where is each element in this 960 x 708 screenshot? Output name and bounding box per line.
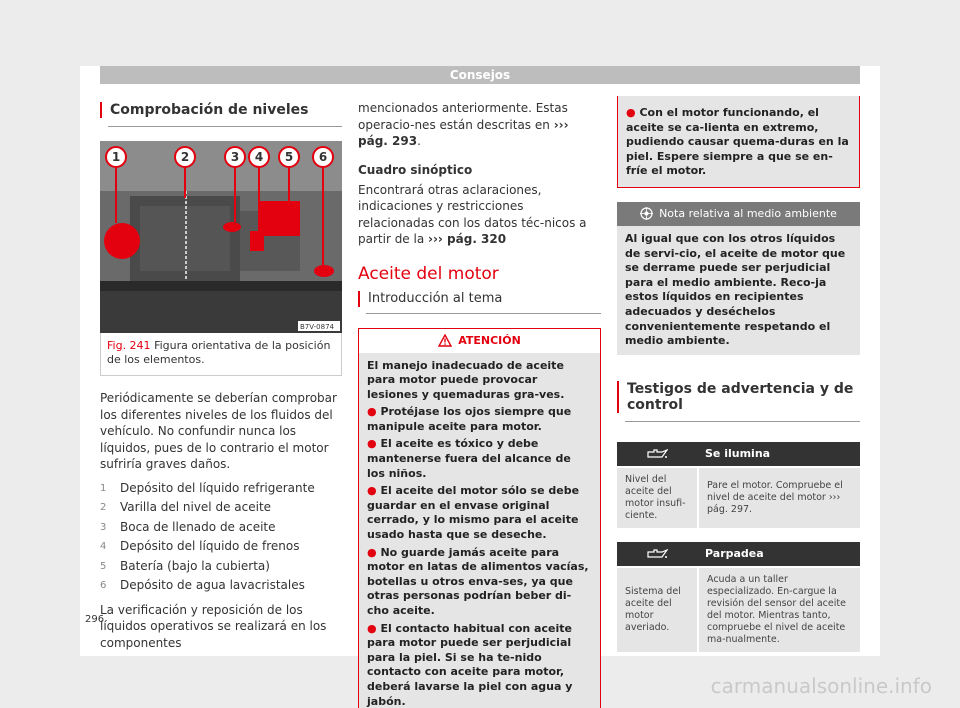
figure-caption-text: Figura orientativa de la posición de los elementos.: [107, 339, 331, 366]
warning-bullet: ● No guarde jamás aceite para motor en latas de alimentos vacías, botellas u otros enva-ses, ya que otras personas podrían beber di-cho aceite.: [367, 545, 589, 617]
column-middle: [358, 100, 601, 708]
topic-rule: [366, 313, 601, 314]
figure-number: Fig. 241: [107, 339, 151, 352]
topic-title: Introducción al tema: [358, 291, 601, 307]
warning-body: [359, 353, 600, 708]
environment-header: [617, 202, 860, 226]
figure-code: B7V-0874: [300, 323, 334, 331]
table-header-label: Se ilumina: [705, 447, 771, 461]
figure-caption: [100, 333, 342, 376]
warning-label: ATENCIÓN: [458, 334, 521, 347]
table-header: [617, 542, 860, 566]
warning-bullet: ● Protéjase los ojos siempre que manipule aceite para motor.: [367, 405, 572, 433]
table-header: [617, 442, 860, 466]
callout-3: 3: [224, 146, 246, 168]
leader-4: [258, 168, 260, 231]
column-right: [617, 96, 860, 652]
environment-icon: [640, 207, 653, 220]
list-item: 3 Boca de llenado de aceite: [100, 519, 276, 534]
column-left: [100, 96, 342, 651]
subheading: Cuadro sinóptico: [358, 162, 473, 177]
section-rule: [108, 126, 342, 127]
callout-4: 4: [248, 146, 270, 168]
oil-can-icon: [646, 549, 668, 559]
section-title: Testigos de advertencia y de control: [617, 381, 860, 413]
page-link[interactable]: ››› pág. 320: [428, 232, 507, 246]
callout-2: 2: [174, 146, 196, 168]
table-row: [617, 568, 860, 652]
environment-note: [617, 202, 860, 355]
table-cell-action: Acuda a un taller especializado. En-cargue la revisión del sensor del aceite del motor. Mientras tanto, compruebe el nivel de aceite ma-nualmente.: [697, 568, 860, 652]
leader-5: [288, 168, 290, 201]
watermark: carmanualsonline.info: [710, 674, 932, 698]
page-number: 296: [85, 614, 105, 625]
intro-paragraph: Periódicamente se deberían comprobar los diferentes niveles de los fluidos del vehículo. No confundir nunca los líquidos, pues de lo contrario el motor sufriría graves daños.: [100, 391, 337, 471]
leader-1: [115, 168, 117, 223]
list-item: 5 Batería (bajo la cubierta): [100, 558, 270, 573]
section-title: Comprobación de niveles: [100, 102, 342, 118]
cuadro-paragraph: Encontrará otras aclaraciones, indicaciones y restricciones relacionadas con los datos téc-nicos a partir de la ››› pág. 320: [358, 182, 587, 246]
table-row: [617, 468, 860, 528]
leader-6: [322, 168, 324, 265]
warning-header: [359, 329, 600, 353]
warning-bullet: ● El aceite es tóxico y debe mantenerse fuera del alcance de los niños.: [367, 437, 571, 480]
section-rule: [625, 421, 860, 422]
component-list: [100, 479, 342, 596]
list-item: 6 Depósito de agua lavacristales: [100, 578, 305, 592]
engine-figure: [100, 141, 342, 333]
environment-text: Al igual que con los otros líquidos de servi-cio, el aceite de motor que se derrame puede ser perjudicial para el medio ambiente. Reco-ja estos líquidos en recipientes adecuados y deséchelos convenientemente respetando el medio ambiente.: [617, 226, 860, 355]
callout-1: 1: [105, 146, 127, 168]
indicator-table-lit: [617, 442, 860, 528]
warning-box: [358, 328, 601, 708]
chapter-title: Aceite del motor: [358, 263, 499, 284]
list-item: 1 Depósito del líquido refrigerante: [100, 480, 315, 495]
outro-paragraph: La verificación y reposición de los líquidos operativos se realizará en los componentes: [100, 602, 327, 650]
leader-2: [184, 168, 186, 198]
callout-5: 5: [278, 146, 300, 168]
warning-continued: ● Con el motor funcionando, el aceite se ca-lienta en extremo, pudiendo causar quema-duras en la piel. Espere siempre a que se en-fríe el motor.: [617, 96, 860, 188]
list-item: 2 Varilla del nivel de aceite: [100, 500, 272, 514]
warning-bullet: ● El contacto habitual con aceite para motor puede ser perjudicial para la piel. Si se ha te-nido contacto con aceite para motor, deberá lavarse la piel con agua y jabón.: [367, 621, 573, 708]
chapter-header: Consejos: [100, 66, 860, 84]
indicator-table-flashing: [617, 542, 860, 652]
warning-triangle-icon: [438, 334, 452, 347]
callout-6: 6: [312, 146, 334, 168]
page-link[interactable]: ››› pág. 293: [358, 117, 569, 148]
oil-can-icon: [646, 449, 668, 459]
table-cell-condition: Nivel del aceite del motor insufi-ciente.: [625, 473, 686, 521]
table-header-label: Parpadea: [705, 547, 764, 561]
engine-bay-illustration: [100, 141, 342, 333]
warning-bullet: ● El aceite del motor sólo se debe guardar en el envase original cerrado, y lo mismo para el aceite usado hasta que se deseche.: [367, 484, 580, 542]
leader-3: [234, 168, 236, 222]
environment-label: Nota relativa al medio ambiente: [659, 207, 837, 221]
table-cell-action: Pare el motor. Compruebe el nivel de aceite del motor ››› pág. 297.: [697, 468, 860, 528]
continued-paragraph: mencionados anteriormente. Estas operacio-nes están descritas en ››› pág. 293.: [358, 101, 569, 148]
warning-intro: El manejo inadecuado de aceite para motor puede provocar lesiones y quemaduras gra-ves.: [367, 358, 565, 401]
list-item: 4 Depósito del líquido de frenos: [100, 539, 300, 553]
table-cell-condition: Sistema del aceite del motor averiado.: [625, 585, 681, 633]
